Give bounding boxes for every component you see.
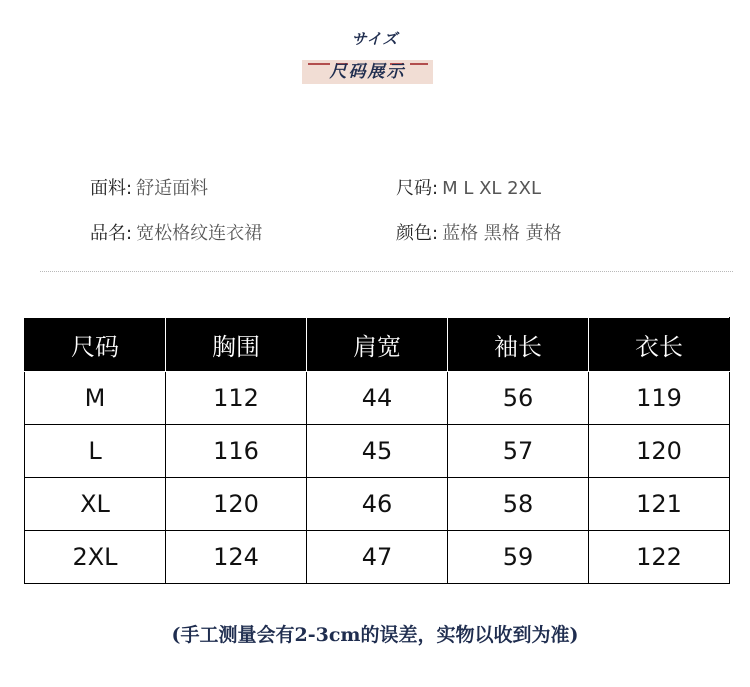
table-cell: 120 [589, 425, 730, 478]
column-header: 肩宽 [307, 318, 448, 372]
info-color [396, 219, 562, 245]
table-cell: 58 [448, 478, 589, 531]
table-cell: 119 [589, 372, 730, 425]
table-row [25, 531, 730, 584]
size-label: 尺码: [396, 178, 439, 199]
table-header-row [25, 318, 730, 372]
table-cell: 112 [166, 372, 307, 425]
color-label: 颜色: [396, 223, 439, 244]
table-cell: 2XL [25, 531, 166, 584]
section-title: 尺码展示 [329, 62, 406, 82]
table-row [25, 478, 730, 531]
table-cell: 124 [166, 531, 307, 584]
size-value: M L XL 2XL [442, 178, 541, 199]
name-value: 宽松格纹连衣裙 [136, 223, 263, 244]
color-value: 蓝格 黑格 黄格 [442, 223, 562, 244]
table-row [25, 372, 730, 425]
table-cell: 46 [307, 478, 448, 531]
info-fabric [90, 174, 208, 200]
table-cell: 44 [307, 372, 448, 425]
info-product-name [90, 219, 262, 245]
column-header: 衣长 [589, 318, 730, 372]
name-label: 品名: [90, 223, 133, 244]
column-header: 尺码 [25, 318, 166, 372]
table-row [25, 425, 730, 478]
table-cell: 56 [448, 372, 589, 425]
measurement-note: (手工测量会有2-3cm的误差，实物以收到为准) [171, 624, 579, 646]
size-table [24, 317, 730, 584]
fabric-value: 舒适面料 [136, 178, 209, 199]
table-cell: M [25, 372, 166, 425]
info-size [396, 174, 541, 200]
table-cell: 59 [448, 531, 589, 584]
table-cell: 57 [448, 425, 589, 478]
table-cell: 47 [307, 531, 448, 584]
section-subtitle: サイズ [351, 30, 399, 48]
table-cell: 122 [589, 531, 730, 584]
table-cell: 120 [166, 478, 307, 531]
table-cell: 121 [589, 478, 730, 531]
fabric-label: 面料: [90, 178, 133, 199]
table-cell: L [25, 425, 166, 478]
section-header [0, 0, 750, 110]
column-header: 袖长 [448, 318, 589, 372]
table-cell: 45 [307, 425, 448, 478]
column-header: 胸围 [166, 318, 307, 372]
table-cell: 116 [166, 425, 307, 478]
dotted-divider [40, 271, 733, 272]
table-cell: XL [25, 478, 166, 531]
